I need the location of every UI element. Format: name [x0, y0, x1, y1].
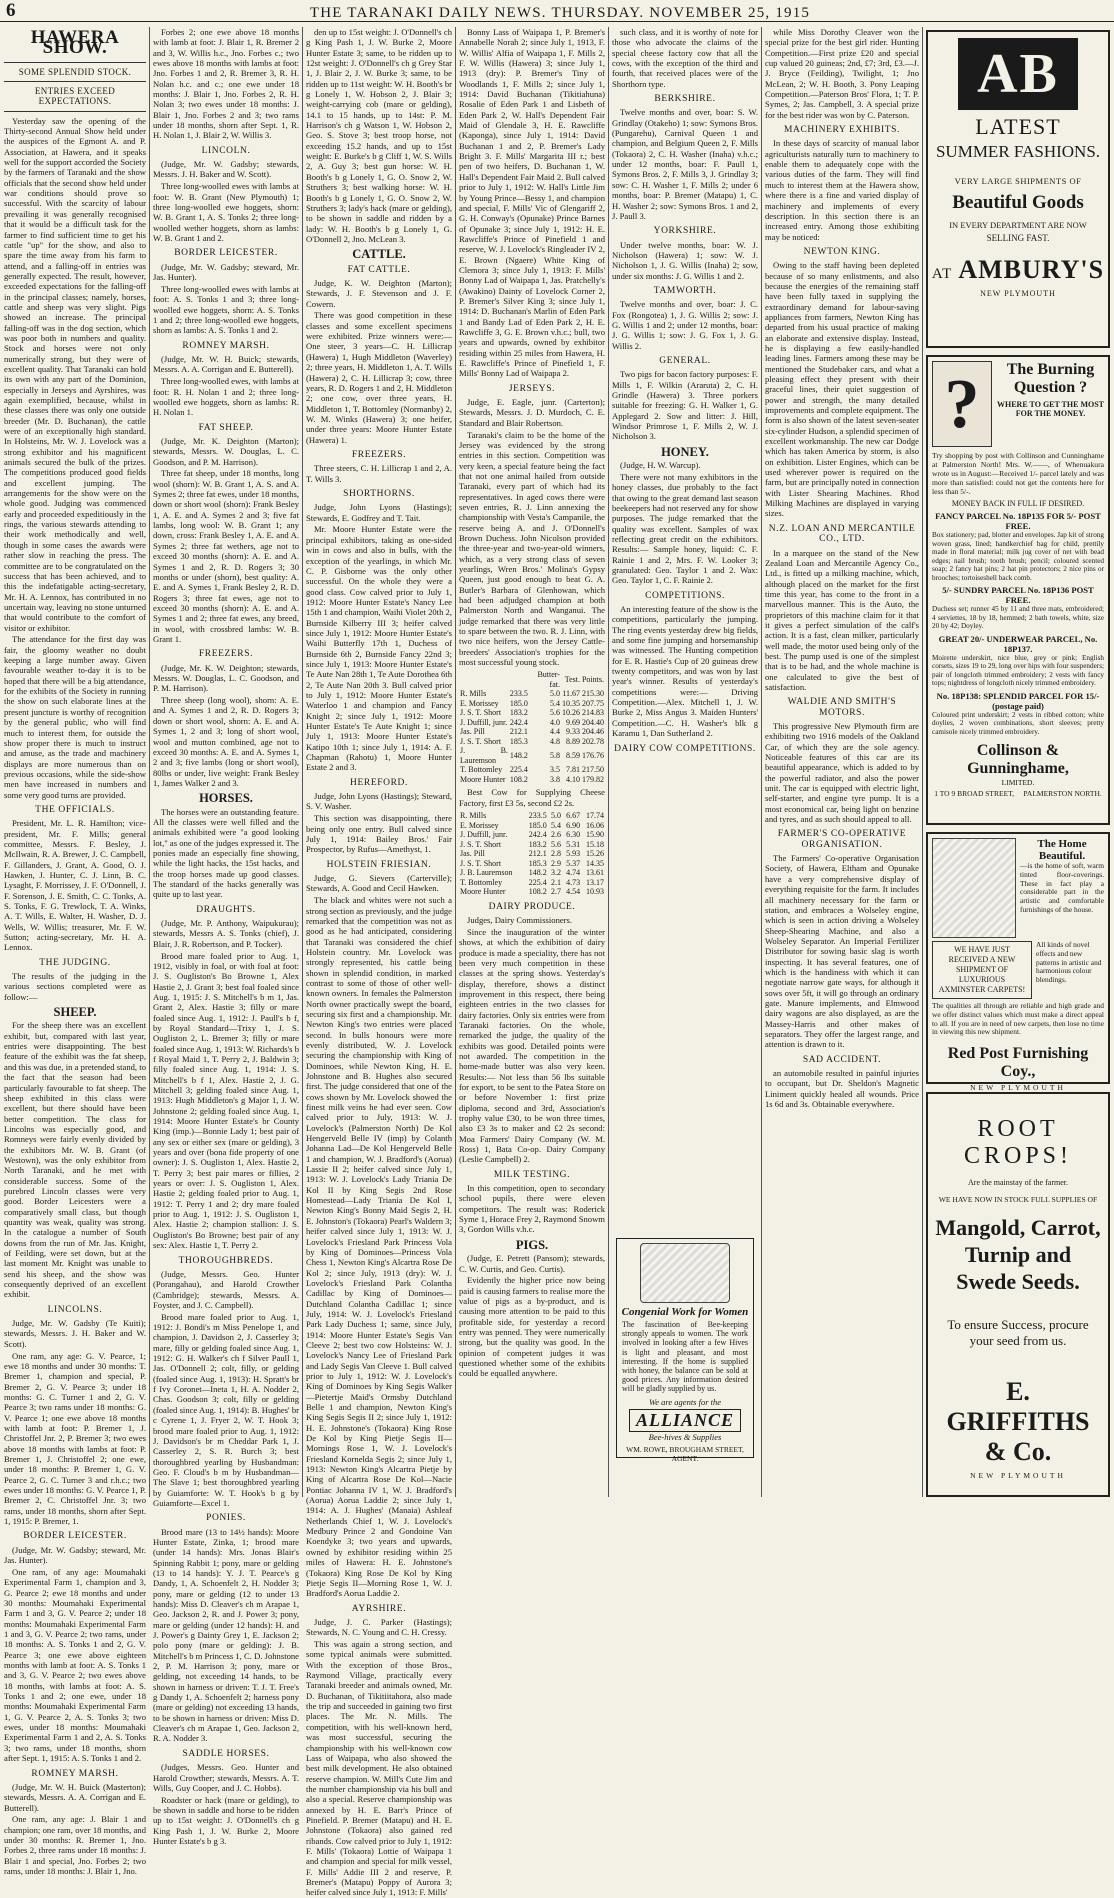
- parcel-text: Coloured print underskirt; 2 vests in ribbed cotton; white doylies, 2 woven combinations, short sleeves; pretty camisole nicely trimmed embroidery.: [932, 710, 1104, 736]
- judge-line: (Judge, H. W. Warcup).: [620, 460, 701, 471]
- table-cell: 11.67: [562, 689, 580, 699]
- table-cell: 3.8: [549, 774, 560, 784]
- paragraph: Three sheep (long wool), shorn: A. E. and A. Symes 1 and 2, R. D. Rogers 3; down or short wool, shorn: A. E. and A. Symes 1, 2 and 3; long of short wool, wool and mutton combined, age not to exceed 30 months: A. E. and A. Symes 1, 2 and 3; five lambs (long or short wool), 80lbs or under, live weight: Frank Besley 1, James Walker 2 and 3.: [153, 695, 299, 788]
- ad-body: The fascination of Bee-keeping strongly appeals to women. The work involved in looking after a few Hives is light and pleasant, and most interesting. If the home is supplied with honey, the balance can be sold at good prices. Any information desired will be gladly supplied by us.: [622, 1320, 748, 1394]
- paragraph: Twelve months and over, boar: J. C. Fox (Rongotea) 1, J. G. Willis 2; sow: J. G. Willis 1 and 2; under 12 months, boar: J. G. Willis 1; sow: J. G. Fox 1, J. G. Willis 2.: [612, 299, 758, 351]
- paragraph: Taranaki's claim to be the home of the Jersey was evidenced by the strong entries in this section. Competition was very keen, a special feature being the fact that not one animal hailed from outside Taranaki, every part of which had its representatives. In aged cows there were seven entries, R. J. Linn annexing the championship with Vesta's Campanile, the reserve being A. and J. O'Donnell's Brown Duchess. John Nicolson provided the three-year and two-year-old winners, which, as a very strong class of seven yearlings, Wren Bros.' Molina's Gypsy Queen, just good enough to beat G. A. Butler's Barbara of Glenhowan, which had been adjudged champion at both Palmerston North and Wanganui. The judge remarked that there was very little to spare between the two. R. J. Linn, with two nice heifers, won the Jersey Cattle-breeders' Association's trophies for the most successful young stock.: [459, 429, 605, 668]
- table-cell: 207.75: [582, 698, 604, 708]
- ad-line: WE HAVE NOW IN STOCK FULL SUPPLIES OF: [938, 1195, 1098, 1204]
- section-heading: HONEY.: [661, 444, 709, 459]
- paragraph: There were not many exhibitors in the honey classes, due probably to the fact that owing to the great demand last season beekeepers had not reserved any for show purposes. The judge remarked that the quality was excellent. Samples of wax reflecting great credit on the exhibitors. Results:— Sample honey, liquid: C. F. Rainie 1 and 2, Mrs. F. W. Looker 3; granulated: Geo. Taylor 1 and 2. Wax: Geo. Taylor 1, C. F. Rainie 2.: [612, 471, 758, 586]
- red-post-brand: Red Post Furnishing Coy.,: [947, 1045, 1089, 1081]
- table-row: [459, 699, 605, 709]
- ad-agent: WM. ROWE, BROUGHAM STREET, AGENT.: [626, 1444, 744, 1463]
- ad-place: NEW PLYMOUTH: [970, 1083, 1066, 1093]
- paragraph: In these days of scarcity of manual labor agriculturists naturally turn to machinery to enable them to adequately cope with the various duties of the farm. They will find much to interest them at the Hawera show, where there is a fine and varied display of machinery and implements of every description. In this section there is an increased entry. Among those exhibiting may be noticed:: [765, 138, 919, 242]
- section-heading: HORSES.: [199, 791, 253, 806]
- table-header-cell: [459, 670, 509, 689]
- paragraph: such class, and it is worthy of note for those who advocate the claims of the special cheese factory cow that all the cows, with the exception of the third and fourth, that received places were of the Shorthorn type.: [612, 27, 758, 89]
- judge-line: (Judge, Mr. P. Anthony, Waipukurau); stewards, Messrs A. S. Tonks (chief), J. Blair, J. R. Robertson, and P. Tocker).: [153, 918, 299, 949]
- results-table: [459, 811, 605, 897]
- table-cell: 3.2: [551, 868, 562, 878]
- paragraph: Since the inauguration of the winter shows, at which the exhibition of dairy produce is made a speciality, there has not been very much competition in these classes at the spring shows. Yesterday's display, therefore, shows a distinct improvement in this respect, there being eighteen entries in the two classes for dairy factories. Only six entries were from Taranaki factories. On the whole, remarked the judge, the quality of the exhibits was good. Detailed points were not awarded. The competition in the home-made butter was also very keen. Results:— Not less than 56 lbs suitable for export, to be sent to the Patea Store on or before November 1: first prize diploma, second and 3rd, Association's trophy value £30, to be won three times, also £3 3s to maker and £2 2s second: Moa Farmers' Dairy Company (W. M. Ross) 1, Bata Co-op. Dairy Company (Leslie Campbell) 2.: [459, 926, 605, 1165]
- table-cell: 233.5: [509, 689, 528, 699]
- table-row: [459, 737, 605, 747]
- ad-body: —is the home of soft, warm tinted floor-coverings. These in fact play a considerable part in the artistic and comfortable furnishings of the house.: [1020, 861, 1104, 914]
- article-column-2: [153, 27, 299, 1847]
- column-rule: [608, 27, 609, 1497]
- table-row: [459, 887, 605, 897]
- section-heading: LINCOLNS.: [47, 1304, 103, 1315]
- ad-line: We are agents for the: [648, 1396, 722, 1407]
- ad-body: Try shopping by post with Collinson and Cunninghame at Palmerston North! Mrs. W.——, of Whenuakura wrote us in August:—Received 1/- parcel lately and was more than satisfied: could not get the contents here for less than 5/-.: [932, 451, 1104, 496]
- paragraph: Brood mare (13 to 14½ hands): Moore Hunter Estate, Zinka, 1; brood mare (under 14 hands): Mrs. Jonas Blair's Spinning Rabbit 1; pony, mare or gelding (13 to 14 hands): Y. J. T. Pearce's g Dandy, 1, A. Schoenfelt 2, H. Nodder 3; pony, mare or gelding (12 to under 13 hands): Miss D. Cleaver's ch m Arapae 1, Geo. Jackson 2, R. and J. Power 3; pony, mare or gelding (under 12 hands): H. and J. Power's g Dainty Grey 1, E. Jackson 2; polo pony (mare or gelding): J. B. Mitchell's b m Princess 1, C. D. Johnstone 2, P. M. Harrison 3; pony, mare or gelding, not exceeding 14 hands, to be shown in harness or driven: T. J. T. Free's g Dandy 1, A. Schoenfelt 2; harness pony (mare or gelding) not exceeding 13 hands, to be shown in harness or driven: Miss D. Cleaver's ch m Arapae 1, Geo. Jackson 2, R. A. Nodder 3.: [153, 1526, 299, 1744]
- table-cell: J. S. T. Short: [460, 736, 502, 746]
- griffiths-advertisement: [926, 1092, 1110, 1497]
- table-cell: 13.17: [586, 877, 604, 887]
- section-heading: MACHINERY EXHIBITS.: [783, 125, 901, 136]
- paragraph: Yesterday saw the opening of the Thirty-second Annual Show held under the auspices of the Egmont A. and P. Association, at Hawera, and it speaks well for the support accorded the Society by the farmers of Taranaki and the show officials that the second show held under war conditions should prove so successful. With the scarcity of labour prevailing it was generally recognised that it would be a difficult task for the farmer to find sufficient time to get his cattle "up" for the show, and also to spare the time away from his farm to attend, and a falling-off in entries was generally expected. The result, however, exceeded expectations for the falling-off in the principal classes; namely, horses, cattle and sheep was very slight. Pigs showed an increase. The principal falling-off was in the dog section, which was poor both in numbers and quality. Stock and horses were not only numerically strong, but they were of excellent quality. That Taranaki can hold its own with any part of the Dominion, especially in Jerseys and Ayrshires, was again exemplified, because, whilst in these classes there was only one outside breeder (Mr. D. Buchanan), the cattle were of an exceptionally high standard. In Holsteins, Mr. W. J. Lovelock was a strong exhibitor and his magnificent animals secured the bulk of the prizes. The competitions produced good fields and excellent jumping. The arrangements for the show were on the whole good. Judging was commenced early and proceeded expeditiously in the rings, the various stewards attending to their work methodically and well, though in some cases the awards were rather slow in reaching the press. The committee are to be congratulated on the success that has been achieved, and to this the indefatigable acting-secretary, Mr. H. A. Lennox, has contributed in no uncertain way, leaving no stone unturned that would contribute to the comfort of visitor or exhibitor.: [4, 115, 146, 633]
- griffiths-brand: E. GRIFFITHS & Co.: [946, 1377, 1090, 1466]
- table-cell: J. S. T. Short: [460, 708, 502, 718]
- section-heading: YORKSHIRE.: [653, 226, 717, 237]
- judge-line: (Judge, Mr. W. Gadsby; stewards, Messrs. J. H. Baker and W. Scott).: [153, 159, 299, 180]
- paragraph: One ram, of any age: Moumahaki Experimental Farm 1, champion and 3, G. Pearce 2; ewe 18 months and under 30 months: Moumahaki Experimental Farm 1 and 3, G. V. Pearce 2; under 18 months: Moumahaki Experimental Farm 1 and 3, G. V. Pearce 2; two rams, under 18 months: A. S. Tonks 1 and 2, G. V. Pearce 3; one ewe above eighteen months with lamb at foot: A. S. Tonks 1 and 3, G. V. Pearce 2; two ewes above 18 months, with lambs at foot: A. S. Tonks 1 and 2; one ewe, under 18 months: Moumahaki Experimental Farm 1, G. V. Pearce 2, A. S. Tonks 3; two ewes, under 18 months: Moumahaki Experimental Farm 1 and 2, A. S. Tonks 3; two rams, under 18 months, shorn after Sept. 1, 1915: A. S. Tonks 1 and 2.: [4, 1566, 146, 1764]
- table-cell: 5.37: [566, 858, 581, 868]
- column-rule: [149, 27, 150, 1497]
- ad-tagline: Bee-hives & Supplies: [648, 1431, 722, 1442]
- table-cell: R. Mills: [460, 811, 487, 821]
- section-heading: NEWTON KING.: [803, 246, 881, 257]
- ab-logo: AB: [958, 38, 1078, 110]
- article-column-6: [765, 27, 919, 1497]
- section-heading: THOROUGHBREDS.: [178, 1255, 274, 1266]
- paragraph: There was good competition in these classes and some excellent specimens were exhibited. Prize winners were:— One steer, 3 years—C. H. Lillicrap (Hawera) 1, Hugh Middleton (Waverley) 2; three years, H. Middleton 1, A. T. Wills (Hawera) 2, C. H. Lillicrap 3; cow, three years, R. D. Rogers 1 and 2, H. Middleton 2; one cow, over three years, H. Middleton 1, T. Bottomley (Normanby) 2, W. M. Winks (Hawera) 3; one heifer, under three years: Moore Hunter Estate (Hawera) 1.: [306, 310, 452, 445]
- table-cell: 212.1: [528, 849, 547, 859]
- article-column-1: [4, 27, 146, 1877]
- table-cell: 7.81: [565, 765, 580, 775]
- table-cell: 5.8: [549, 751, 560, 761]
- table-cell: 9.69: [565, 717, 580, 727]
- table-cell: 2.1: [551, 877, 562, 887]
- section-heading: GENERAL.: [659, 355, 711, 366]
- subheadline: SOME SPLENDID STOCK.: [18, 66, 132, 77]
- table-row: [459, 878, 605, 888]
- table-cell: 148.2: [509, 751, 528, 761]
- paragraph: Three long-woolled ewes with lambs at foot: W. B. Grant (New Plymouth) 1; three long-woolled ewe hoggets, shorn: W. B. Grant 1, A. S. Tonks 2; three long-woolled wether hoggets, shorn as lambs: W. B. Grant 1 and 2.: [153, 181, 299, 244]
- table-cell: 4.73: [566, 877, 581, 887]
- table-cell: 6.30: [566, 830, 581, 840]
- table-cell: 10.93: [586, 887, 604, 897]
- table-cell: 16.06: [586, 820, 604, 830]
- ad-title: ROOT CROPS!: [963, 1116, 1073, 1169]
- section-heading: DAIRY PRODUCE.: [488, 901, 576, 912]
- table-cell: 5.0: [549, 689, 560, 699]
- ad-line: AT: [931, 266, 953, 282]
- table-cell: 4.54: [566, 887, 581, 897]
- table-row: [459, 849, 605, 859]
- ad-line: SUMMER FASHIONS.: [935, 142, 1101, 161]
- table-cell: T. Bottomley: [460, 877, 503, 887]
- table-cell: 17.74: [586, 811, 604, 821]
- section-heading: N.Z. LOAN AND MERCANTILE CO., LTD.: [768, 523, 916, 545]
- ad-line: LIMITED.: [1001, 778, 1035, 787]
- judge-line: (Judge, E. Petrett (Pansom); stewards, C. W. Curtis, and Geo. Curtis).: [459, 1253, 605, 1274]
- ad-title: Congenial Work for Women: [621, 1306, 749, 1318]
- table-row: [459, 830, 605, 840]
- table-cell: 185.0: [509, 698, 528, 708]
- table-row: [459, 840, 605, 850]
- table-cell: 2.7: [551, 887, 562, 897]
- table-cell: 225.4: [528, 877, 547, 887]
- paragraph: an automobile resulted in painful injuries to occupant, but Dr. Sheldon's Magnetic Liniment quickly healed all wounds. Price 1s 6d and 3s. Obtainable everywhere.: [765, 1068, 919, 1110]
- headline: HAWERA SHOW.: [30, 27, 120, 59]
- table-cell: 10.35: [561, 698, 580, 708]
- paragraph: The horses were an outstanding feature. All the classes were well filled and the animals exhibited were "a good looking lot," as one of the judges expressed it. The ponies made an especially fine showing, while the light hacks, the 15st hacks, and the troop horses made up good classes. The standard of the hacks generally was quite up to last year.: [153, 806, 299, 900]
- paragraph: The attendance for the first day was fair, the gloomy weather no doubt keeping a large number away. Given favourable weather to-day it is to be hoped that there will be a big attendance, for the exhibits of the Society in running the show on such elaborate lines at the present juncture is worthy of recognition by the general public, who will find much to interest them, for outside the show proper there is much to instruct and amuse, as the trade and machinery displays are more numerous than on previous occasions, while the side-show men have increased in numbers and some very good turns are provided.: [4, 634, 146, 800]
- judge-line: Judge, John Lyons (Hastings); Stewards, E. Godfrey and T. Tait.: [306, 502, 452, 523]
- section-heading: ROMNEY MARSH.: [182, 340, 270, 351]
- paragraph: Brood mare foaled prior to Aug. 1, 1912: J. Bondi's m Miss Penelope 1, and champion, J. Davidson 2, J. Casserley 3; mare, filly or gelding foaled since Aug. 1, 1912: G. H. Walker's ch f Silver Paull 1, Jas. O'Donnell 2; colt, filly, or gelding (foaled since Aug. 1, 1913): H. Spratt's br f Ivy Coronet—Ineta 1, H. A. Nodder 2, Chas. Goodson 3; colt, filly or gelding (foaled since Aug. 1, 1914): B. Hughes' br c Cyrene 1, J. Fryer 2, W. T. Hook 3; brood mare foaled prior to Aug. 1, 1912: J. Davidson's br m Cheddar Park 1, J. Casserley 2, S. R. Burch 3; best thoroughbred yearling by Husbandman: Geo. F. Cloud's b m by Husbandman—The Slave 1; best thoroughbred yearling by Guiamforte: W. T. Hook's b g by Guiamforte—Excel 1.: [153, 1311, 299, 1508]
- amburys-brand: AMBURY'S: [958, 255, 1105, 284]
- judge-line: Judge, Mr. W. Gadsby (Te Kuiti); stewards, Messrs. J. H. Baker and W. Scott).: [4, 1318, 146, 1349]
- table-cell: 15.18: [586, 839, 604, 849]
- table-cell: 148.2: [528, 868, 547, 878]
- column-rule: [922, 27, 923, 1497]
- judge-line: (Judge, Mr. K. Deighton (Marton); stewards, Messrs. W. Douglas, L. C. Goodson, and P. M. Harrison).: [153, 435, 299, 467]
- table-row: [459, 689, 605, 699]
- section-heading: SAD ACCIDENT.: [802, 1054, 882, 1065]
- table-cell: 179.82: [582, 774, 604, 784]
- table-cell: 204.46: [582, 727, 604, 737]
- table-cell: 2.9: [551, 858, 562, 868]
- ad-box: WE HAVE JUST RECEIVED A NEW SHIPMENT OF LUXURIOUS AXMINSTER CARPETS!: [932, 941, 1032, 999]
- parcel-heading: GREAT 20/- UNDERWEAR PARCEL, No. 18P137.: [938, 633, 1098, 654]
- section-heading: THE OFFICIALS.: [35, 804, 115, 815]
- ad-line: MONEY BACK IN FULL IF DESIRED.: [951, 499, 1085, 508]
- ad-line: Are the mainstay of the farmer.: [968, 1178, 1068, 1187]
- paragraph: One ram, any age: G. V. Pearce, 1; ewe 18 months and under 30 months: T. Bremer 1, champion and special, P. Bremer 2, G. V. Pearce 3; under 18 months: G. C. Turner 1 and 2, G. V. Pearce 3; two rams under 18 months: G. V. Pearce 1; one ewe above 18 months with lamb at foot: P. Bremer 1, J. Christoffel Jnr. 2, P. Bremer 3; two ewes above 18 months with lambs at foot: P. Bremer 1, J. Christoffel 2; one ewe, under 18 months: P. Bremer 1, G. V. Pearce 2, G. C. Turner 3 and r.h.c.; two ewes under 18 months: G. V. Pearce 1, P. Bremer 2, C. Christoffel Jnr. 3; two rams, under 18 months, shorn after Sept. 1, 1915: P. Bremer, 1.: [4, 1350, 146, 1527]
- table-cell: Moore Hunter: [460, 774, 506, 784]
- woman-portrait-icon: [640, 1243, 730, 1303]
- table-cell: 2.6: [551, 830, 562, 840]
- table-cell: 3.5: [549, 765, 560, 775]
- ad-body: The qualities all through are reliable and high grade and we offer distinct values which must make a direct appeal to all. If you are in need of new carpets, then lose no time in viewing this new shipment.: [932, 1001, 1104, 1037]
- table-row: [459, 708, 605, 718]
- paragraph: President, Mr. L. R. Hamilton; vice-president, Mr. F. Mills; general committee, Messrs. F. Besley, J. McIlwain, R. A. Brewer, J. C. Campbell, F. Gillanders, J. Grant, A. Good, O. J. Hawken, J. Hunter, C. J. Linn, B. C. Lysaght, F. Morrissey, J. F. O'Donnell, J. F. Sorenson, J. E. Smith, C. C. Tonks, A. S. Tonks, F. G. Trewlock, T. A. Winks, A. T. Wills, E. Walter, H. Washer, D. J. Wells, W. Willis; treasurer, Mr. F. W. Sutton; acting-secretary, Mr. H. A. Lennox.: [4, 818, 146, 953]
- ad-line: SELLING FAST.: [986, 233, 1050, 243]
- table-cell: 176.76: [582, 751, 604, 761]
- section-heading: FREEZERS.: [351, 449, 407, 460]
- table-row: [459, 859, 605, 869]
- table-cell: 13.61: [586, 868, 604, 878]
- table-cell: 183.2: [528, 839, 547, 849]
- table-cell: 6.67: [566, 811, 581, 821]
- judge-line: Judge, J. C. Parker (Hastings); Stewards, N. C. Young and C. H. Cressy.: [306, 1616, 452, 1638]
- table-cell: 5.4: [549, 698, 560, 708]
- parcel-text: Box stationery; pad, blotter and envelopes. Jap kit of strong woven grass, lined; handkerchief bag for child, prettily made in floral material; milk jug cover of net with bead edges; nail brush; tooth brush; pencil; coloured scented soap; 2 fancy hat pins; 2 hat pin protectors; 2 nice pins or brooches; tortoiseshell back comb.: [932, 531, 1104, 582]
- paragraph: Three fat sheep, under 18 months, long wool (shorn): W. B. Grant 1, A. S. and A. Symes 2; three fat ewes, under 18 months, down or short wool (shorn): Frank Besley 1, A. E. and A. Symes 2 and 3; five fat lambs, long wool: W. B. Grant 1; any down, cross: Frank Besley 1, A. E. and A. Symes 2; three fat wethers, age not to exceed 30 months (shorn): A. E. and A. Symes 1 and 2, R. D. Rogers 3; 30 months or under (shorn), best quality: A. E. and A. Symes 1, Frank Besley 2, R. D. Rogers 3; three fat ewes, age not to exceed 30 months (shorn): A. E. and A. Symes 1 and 2; three fat ewes, any breed, in wool, with crossbred lambs: W. B. Grant 1.: [153, 468, 299, 644]
- section-heading: TAMWORTH.: [653, 285, 717, 296]
- section-heading: DAIRY COW COMPETITIONS.: [614, 743, 756, 754]
- table-cell: T. Bottomley: [460, 765, 503, 775]
- table-cell: 9.33: [565, 727, 580, 737]
- table-cell: 8.59: [565, 751, 580, 761]
- section-heading: ROMNEY MARSH.: [31, 1768, 119, 1779]
- article-column-4: [459, 27, 605, 1497]
- paragraph: Three steers, C. H. Lillicrap 1 and 2, A. T. Wills 3.: [306, 463, 452, 484]
- table-header-cell: [509, 670, 529, 689]
- paragraph: Three long-woolled ewes with lambs at foot: A. S. Tonks 1 and 3; three long-woolled ewe hoggets, shorn: A. S. Tonks 1 and 2; three long-woolled ewe hoggets, shorn as lambs: A. S. Tonks 1 and 2.: [153, 283, 299, 336]
- question-mark-icon: ?: [932, 361, 992, 447]
- paragraph: The Farmers' Co-operative Organisation Society, of Hawera, Eltham and Opunake have a very comprehensive display of everything requisite for the farm. It includes all machinery necessary for the farm or station, and embraces a Wolseley engine, which is seen in action driving a Wolseley Sheep-Shearing Machine, and also a Wolseley Separator. An Imperial Fertilizer Distributor for sowing basic slag is worth inspecting. It has several features, one of which is the handiness with which it can negotiate narrow gate ways, for although it sows over 5ft, it will go through an ordinary gate. Manure implements, and Elmwood dairy wagons are also displayed, as are the Massey-Harris and other makes of separators. They offer the largest range, and attention is drawn to it.: [765, 853, 919, 1050]
- table-row: [459, 868, 605, 878]
- subheadline: ENTRIES EXCEED EXPECTATIONS.: [34, 86, 116, 107]
- ad-line: To ensure Success, procure your seed from us.: [947, 1317, 1089, 1348]
- table-row: [459, 821, 605, 831]
- paragraph: In a marquee on the stand of the New Zealand Loan and Mercantile Agency Co., Ltd., is fitted up a milking machine, which, although placed on the market for the first time this year, has come to the front in a marvellous manner. This is the Auto, the proprietors of this machine claim for it that it gives a perfect simulation of the calf's action. It is a fast, clean milker, particularly well made, the motor used being only of the best. The pump used is one of the simplest that is to be had, and the whole machine is one calculated to give the best of satisfaction.: [765, 547, 919, 692]
- paragraph: The black and whites were not such a strong section as previously, and the judge remarked that the competition was not as good as he had anticipated, considering that Taranaki was considered the chief Holstein country. Mr. Lovelock was strongly represented, his cattle being shown in splendid condition, in marked contrast to some of those of other well-known owners. In females the Palmerston North owner practically swept the board, securing six first and a championship. Mr. Newton King's two entries were placed second. In bulls honours were more evenly distributed, W. J. Lovelock securing the championship with King of Dominoes, while Newton King, H. E. Johnstone and B. Hughes also secured first. The judge considered that one of the cows shown by Mr. Lovelock showed the finest milk veins he had ever seen. Cow calved prior to July, 1913: W. J. Lovelock's (Palmerston North) De Kol Hengerveld Belle IV (imp) by Colanth Johanna Lad—De Kol Hengerveld Belle 1 and champion, W. J. Bradford's (Aorua) Lassie II 2; heifer calved since July 1, 1913: W. J. Lovelock's Lady Triania De Kol II by King Segis 2nd Rose Homestead—Lady Triania De Kol I, Newton King's Bonny Maid Segis 2, H. E. Johnston's (Tokaora) Pearl's Waldern 3; heifer calved since July 1, 1913: W. J. Lovelock's Friesland Park Princess Vola by King of Dominoes—Princess Vola Chess 1, Newton King's Alcartra Rose De Kol 2; since July, 1913 (dry): W. J. Lovelock's Friesland Park Colantha Cadillac by King of Dominoes—Dutchland Colantha Cadillac 1; since July, 1914: W. J. Lovelock's Friesland Park Lady Duchess 1; same, since July, 1914: Moore Hunter Estate's Segis Van Cleeve 2; best two cow Holsteins: W. J. Lovelock's Nancy Lee of Friesland Park and Lady Segis Van Cleeve 1. Bull calved prior to July 1, 1912: W. J. Lovelock's King of Dominoes by King Segis Walker—Pietertje Maid's Ormsby Dutchland Belle 1 and champion, Newton King's King Segis Segis II 2; since July 1, 1912: H. E. Johnstone's (Tokaora) King Rose De Kol by King Pietje Segis II—Mornings Rose 1, W. J. Lovelock's Friesland Kornelda Segis 2; since July 1, 1913: Newton King's Alcartra Pietje by King of Alcartra Rose De Kol—Nacie Pontiac Johanna IV 1, W. J. Bradford's (Aorua) Aorua Laddie 2; since July 1, 1914: A. J. Hughes' (Manaia) Ashleaf Netherlands Chief 1, W. J. Lovelock's Medbury Prince 2 and Gondoine Van Koendyke 3; two years and upwards, owned by exhibitor residing within 25 miles of Hawera: H. E. Johnstone's (Tokaora) King Rose De Kol by King Pietje Segis II—Morning Rose 1, W. J. Bradford's Aorua Laddie 2.: [306, 895, 452, 1599]
- section-heading: PONIES.: [206, 1513, 246, 1524]
- judge-line: Judges, Dairy Commissioners.: [467, 915, 573, 925]
- judge-line: Judge, E. Eagle, junr. (Carterton); Stewards, Messrs. J. D. Murdoch, C. E. Standard and Blair Robertson.: [459, 397, 605, 428]
- table-cell: 185.3: [509, 736, 528, 746]
- paragraph: Best Cow for Supplying Cheese Factory, first £3 5s, second £2 2s.: [459, 787, 605, 808]
- table-cell: 2.8: [551, 849, 562, 859]
- table-row: [459, 718, 605, 728]
- judge-line: (Judge, Messrs. Geo. Hunter (Porangahau), and Harold Crowther (Cambridge); stewards, Messrs. A. Foyster, and J. C. Campbell).: [153, 1268, 299, 1310]
- table-cell: J. Duffill, junr.: [460, 717, 508, 727]
- ad-title: The Burning Question ?: [1006, 361, 1095, 396]
- ad-place: NEW PLYMOUTH: [980, 289, 1056, 298]
- section-heading: FAT SHEEP.: [198, 422, 254, 433]
- table-cell: J. Duffill, junr.: [460, 830, 508, 840]
- table-row: [459, 727, 605, 737]
- table-cell: Moore Hunter: [460, 887, 506, 897]
- paragraph: Mr. Moore Hunter Estate were the principal exhibitors, taking as one-sided win in cows and also in bulls, with the exception of the yearlings, in which Mr. C. P. Gisborne was the only other successful. On the whole they were a good class. Cow calved prior to July 1, 1912: Moore Hunter Estate's Nancy Lee 15th 1 and champion, Waihi Violet 20th 2, Burnside Kilberry III 3; heifer calved since July 1, 1912: Moore Hunter Estate's Waihi Butterfly 17th 1, Duchess of Burnside 6th 2, Burnside Fancy 22nd 3; since July 1, 1913: Moore Hunter Estate's Te Aute Nan 28th 1, Te Aute Dorothea 6th 2, Te Aute Nan 20th 3. Bull calved prior to July 1, 1912: Moore Hunter Estate's Waterloo 1 and champion and Fancy Knight 2; since July 1, 1912: Moore Hunter Estate's Te Aute Knight 1; since July 1, 1913: Moore Hunter Estate's Katipo 10th 1; since July 1, 1914: A. F. Chapman (Rahotu) 1, Moore Hunter Estate 2 and 3.: [306, 524, 452, 773]
- table-cell: 5.6: [549, 708, 560, 718]
- section-heading: HOLSTEIN FRIESIAN.: [326, 859, 432, 870]
- paragraph: In this competition, open to secondary school pupils, there were eleven competitors. The result was: Roderick Syme 1, Horace Frey 2, Raymond Snowm 3, Gordon Wills v.h.c.: [459, 1183, 605, 1235]
- table-row: [459, 811, 605, 821]
- paragraph: Bonny Lass of Waipapa 1, P. Bremer's Annabelle Norah 2; since July 1, 1913, F. W. Willis' Alfia of Waipapa 1, F. Mills 2, F. W. Willis (Hawera) 3; since July 1, 1913 (dry): P. Bremer's Tiny of Woodlands 1, F. Mills 2; since July 1, 1914: David Buchanan (Tikitiahuna) Rosalie of Eden Park 1 and Lisbeth of Eden Park 2, W. Hall's Dependent Fair Maid of Glendale 3, H. E. Rawcliffe (Kaponga), since July 1, 1914: David Buchanan 1 and 2, P. Bremer's Lady Bright 3. F. Mills' Margarita III r.; best pen of two heifers, D. Buchanan 1, W. Hall's Dependent Fair Maid 2. Bull calved prior to July 1, 1912: W. Hall's Little Jim by Young Prince—Bessy 1, and champion and special, F. Mills' Vic of Glengariff 2, G. H. Conway's (Opunake) Prince Barnes of Opunake 3; since July 1, 1912: H. E. Rawcliffe's Prince of Pinefield 1 and reserve, W. J. Lovelock's Ringleader IV 2, E. Brown (Ngaere) White King of Clemora 3; since July 1, 1913: F. Mills' Bonny Lad of Waipapa 1, Jas. Pratchelly's (Awakino) Dainty of Lovelock Corner 2, P. Bremer's Silver King 3; since July 1, 1914: D. Buchanan's Marlin of Eden Park 1 and Bandy Lad of Eden Park 2, H. E. Rawcliffe 3, G. E. Brown v.h.c.; bull, two years and upwards, owned by exhibitor residing within 25 miles from Hawera, H. E. Rawcliffe's Prince of Pinefield 1, F. Mills' Bonny Lad of Waipapa 2.: [459, 27, 605, 379]
- judge-line: (Judge, Mr. W. H. Buick (Masterton); stewards, Messrs. A. A. Corrigan and E. Butterell).: [4, 1781, 146, 1813]
- section-heading: HEREFORD.: [350, 777, 408, 788]
- table-cell: 4.8: [549, 736, 560, 746]
- section-heading: CATTLE.: [352, 247, 406, 262]
- alliance-brand: ALLIANCE: [629, 1409, 741, 1432]
- ad-line: VERY LARGE SHIPMENTS OF: [954, 176, 1082, 186]
- paragraph: Under twelve months, boar: W. J. Nicholson (Hawera) 1; sow: W. J. Nicholson 1, J. G. Willis (Inaha) 2; sow, under six months: J. G. Willis 1 and 2.: [612, 239, 758, 281]
- judge-line: Judge, John Lyons (Hastings); Steward, S. V. Washer.: [306, 791, 452, 812]
- section-heading: MILK TESTING.: [493, 1169, 571, 1180]
- paragraph: Three long-woolled ewes, with lambs at foot: R. H. Nolan 1 and 2; three long-woolled ewe hoggets, shorn as lambs: R. H. Nolan 1.: [153, 376, 299, 418]
- table-cell: 225.4: [509, 765, 528, 775]
- section-heading: FREEZERS.: [198, 649, 254, 660]
- ad-line: LATEST: [975, 114, 1061, 139]
- table-cell: J. B. Lauremson: [460, 868, 513, 878]
- paragraph: Evidently the higher price now being paid is causing farmers to realise more the value of pigs as a by-product, and is causing more attention to be paid to this profitable side, for yesterday a record entry was penned. They were numerically strong, but the quality was good. In the opinion of competent judges it was questioned whether some of the exhibits could be equalled anywhere.: [459, 1275, 605, 1379]
- table-cell: 183.2: [509, 708, 528, 718]
- judge-line: Judge, K. W. Deighton (Marton); Stewards, J. F. Stevenson and J. F. Cowern.: [306, 277, 452, 309]
- table-row: [459, 765, 605, 775]
- table-cell: 108.2: [509, 774, 528, 784]
- masthead: THE TARANAKI DAILY NEWS. THURSDAY. NOVEMBER 25, 1915: [309, 5, 811, 21]
- table-header-cell: Test.: [564, 675, 580, 685]
- paragraph: Two pigs for bacon factory purposes: F. Mills 1, F. Wilkin (Araruta) 2, C. H. Grindle (Hawera) 3. Three porkers suitable for freezing: G. H. Walker 1, G. Applegard 2. Sow and litter: J. Hill, Windsor Primrose 1, F. Mills 2, W. J. Nicholson 3.: [612, 369, 758, 442]
- table-cell: 4.4: [549, 727, 560, 737]
- ad-sub: WHERE TO GET THE MOST FOR THE MONEY.: [997, 400, 1104, 418]
- table-cell: 10.26: [561, 708, 580, 718]
- page-number: 6: [6, 0, 16, 21]
- collinson-brand: Collinson & Gunninghame,: [967, 742, 1069, 777]
- table-cell: 15.90: [586, 830, 604, 840]
- table-cell: E. Morissey: [460, 820, 499, 830]
- furnished-room-illustration-icon: [932, 838, 1016, 938]
- section-heading: SADDLE HORSES.: [182, 1748, 270, 1759]
- paragraph: Twelve months and over, boar: S. W. Grindlay (Otakeho) 1; sow: Symons Bros. (Pungarehu), Carnival Queen 1 and champion, and Belgium Queen 2, F. Mills (Tokaora) 2, C. H. Washer (Inaha) v.h.c.; under 12 months, boar: F. Paull 1, Symons Bros. 2, F. Mills 3, J. Grindlay 3; sow: C. H. Washer 1, F. Mills 2; under 6 months, boar: P. Bremer (Matapu) 1, C. H. Washer 2; sow: Symons Bros. 1 and 2, J. Paull 3.: [612, 107, 758, 221]
- paragraph: Brood mare foaled prior to Aug. 1, 1912, visibly in foal, or with foal at foot: J. S. Ougliston's Bo Browne 1, Alex Hastie 2, J. Grant 3; best foal foaled since Aug. 1, 1915: J. S. Mitchell's b m 1, Jas. Grant 2, Alex. Hastie 3; filly or mare foaled since Aug. 1, 1912: J. Paull's b f, by Royal Standard—Trixy 1, J. S. Ougliston 2, L. Bremer 3; filly or mare foaled since Aug. 1, 1913: W. Richards's b f Royal Maid 1, T. Perry 2, J. Baldwin 3; filly foaled since Aug. 1, 1914: J. S. Mitchell's b f 1, Alex. Hastie 2, J. G. Mitchell 3; gelding foaled since Aug. 1, 1913: Hugh Middleton's g Major 1, J. W. Johnstone 2; gelding foaled since Aug. 1, 1914: Moore Hunter Estate's br County King (imp.)—Bonnie Lady 1; best pair of any sex or either sex (mare or gelding), 3 years and over (bona fide property of one owner): J. S. Ougliston 1, Alex. Hastie 2, T. Perry 3; best pair mares or fillies, 2 years or over: J. S. Ougliston 1, Alex. Hastie 2; gelding foaled prior to Aug. 1, 1912: T. Perry 1 and 2; dry mare foaled prior to Aug. 1, 1912: J. S. Ougliston 1, Alex. Hastie 2; champion stallion: J. S. Ougliston's Bo Browne; best pair of any sex: Alex. Hastie 1, T. Perry 2.: [153, 950, 299, 1251]
- table-cell: 242.4: [528, 830, 547, 840]
- table-cell: 5.0: [551, 811, 562, 821]
- table-cell: 4.74: [566, 868, 581, 878]
- paragraph: Forbes 2; one ewe above 18 months with lamb at foot: J. Blair 1, R. Bremer 2 and 3, W. Willis h.c., Jno. Forbes c.; two ewes above 18 months with lambs at foot: Jno. Forbes 1 and 2, R. Bremer 3, R. H. Nolan h.c. and c.; one ewe under 18 months: J. Blair 1, Jno. Forbes 2, R. H. Nolan 3; two ewes under 18 months: J. Blair 1, Jno. Forbes 2 and 3; two rams under 18 months, shorn after Sept. 1, R. H. Nolan 1, J. Blair 2, W. Willis 3.: [153, 27, 299, 141]
- section-heading: JERSEYS.: [508, 383, 556, 394]
- table-cell: 5.4: [551, 820, 562, 830]
- table-row: [459, 746, 605, 765]
- table-cell: 4.10: [565, 774, 580, 784]
- ad-line: Beautiful Goods: [952, 192, 1084, 213]
- column-rule: [302, 27, 303, 1497]
- paragraph: This section was disappointing, there being only one entry. Bull calved since July 1, 1914: Bailey Bros.' Fair Prospector, by Rufus—Amethyst, 1.: [306, 813, 452, 855]
- red-post-advertisement: [926, 832, 1110, 1093]
- table-cell: 242.4: [509, 717, 528, 727]
- table-header-cell: Butter-fat.: [537, 670, 560, 689]
- ad-body: All kinds of novel effects and new patterns in artistic and harmonious colour blendings.: [1036, 940, 1102, 985]
- judge-line: (Judge, Mr. W. H. Buick; stewards, Messrs. A. A. Corrigan and E. Butterell).: [153, 353, 299, 375]
- section-heading: DRAUGHTS.: [196, 904, 256, 915]
- table-cell: 204.40: [582, 717, 604, 727]
- judge-line: (Judges, Messrs. Geo. Hunter and Harold Crowther; stewards, Messrs. A. T. Wills, Guy Cooper, and J. C. Hobbs).: [153, 1762, 299, 1793]
- section-heading: FARMER'S CO-OPERATIVE ORGANISATION.: [777, 829, 907, 850]
- ad-address: 1 TO 9 BROAD STREET, PALMERSTON NORTH.: [934, 789, 1102, 798]
- table-cell: 214.83: [582, 708, 604, 718]
- table-cell: 14.35: [586, 858, 604, 868]
- paragraph: while Miss Dorothy Cleaver won the special prize for the best girl rider. Hunting Competition.—First prize £20 and special cup valued 20 guineas; 2nd, £7; 3rd, £3.—J. J. Bryce (Feilding), Twilight, 1; Jno McLean, 2; W. H. Booth, 3. Pony Leaping Competition.—Paterson Bros' Flora, 1; T. P. Symes, 2; Jas. Campbell, 3. A special prize for the best rider was won by C. Paterson.: [765, 27, 919, 120]
- table-cell: 5.6: [551, 839, 562, 849]
- table-cell: 217.50: [582, 765, 604, 775]
- table-cell: 215.30: [582, 689, 604, 699]
- table-cell: 4.0: [549, 717, 560, 727]
- section-heading: BORDER LEICESTER.: [23, 1531, 127, 1542]
- table-cell: 185.3: [528, 858, 547, 868]
- paragraph: This was again a strong section, and some typical animals were submitted. With the exception of those Bros., Raymond Village, practically every Taranaki breeder and animals owned, Mr. D. Buchanan, of Tikitiitahora, also made the trip and succeeded in gaining two first places. The Mr. N. Mills. The competition, with his well-known herd, was most successful, securing the championship with his well-known cow Lass of Waipapa, who also showed the best milk development. He also obtained reserve champion. W. Mill's Cute Jim and the number championship via his bull and also a special. Reserve championship was annexed by H. E. Barr's Prince of Pinefield. P. Bremer (Matapu) and H. E. Johnstone (Tokaora) also gained red ribands. Cow calved prior to July 1, 1912: F. Mills' (Tokaora) Lottie of Waipapa 1 and champion and special for milk vessel, F. Mills' Addie III 2 and reserve, P. Bremer's (Matapu) Poppy of Aurora 3; heifer calved since July 1, 1913: F. Mills': [306, 1639, 452, 1898]
- article-column-3: [306, 27, 452, 1898]
- paragraph: This progressive New Plymouth firm are exhibiting two 1916 models of the Oakland Car, of which they are the sole agency. Noticeable features of this car are its beautiful appearance, which is added to by the powerful radiator, and also the power unit. The car is equipped with electric light, self-starter, and engine tyre pump. It is a most economical car, being light on benzine and tyres, and as such should appeal to all.: [765, 721, 919, 825]
- paragraph: For the sheep there was an excellent exhibit, but, compared with last year, entries were disappointing. The best feature of the exhibit was the fat sheep, and this was due, in a pretended stand, to the fact that the season had been particularly favourable to fat sheep. The sheep exhibited in this class were excellent, but there should have been better competition. The class for Lincolns was especially good, and Romneys were fairly evenly divided by the exhibitors Mr. W. B. Grant (of Westown), was the only exhibitor from North Taranaki, and he met with considerable success. Some of the purebred Lincoln classes were very good. Border Leicesters were a comparatively small class, but though quantity was weak, quality was strong. In the catalogue a number of South downs from the run of Mr. Jas. Knight, of Feilding, were set down, but at the last moment Mr. Knight was unable to send his sheep, and the show was consequently deprived of an excellent exhibit.: [4, 1020, 146, 1300]
- paragraph: One ram, any age: J. Blair 1 and champion; one ram, over 18 months, and under 30 months: R. Bremer 1, Jno. Forbes 2, three rams under 18 months: J. Blair 1 and special, Jno. Forbes 2; two rams, under 18 months: J. Blair 1, Jno.: [4, 1814, 146, 1877]
- paragraph: An interesting feature of the show is the competitions, particularly the jumping. The ring events yesterday drew big fields, and some fine jumping and horsemanship was witnessed. The Hunting competition for E. R. Hastie's Cup of 20 guineas drew twenty competitors, and was won by last year's winner. Results of yesterday's competitions were:— Driving Competition.—Alex. Mitchell 1, J. W. Burke 2, Miss Angus 3. Maiden Hunters' Competition.—C. H. Washer's blk g Karamu 1, Dan Sutherland 2.: [612, 604, 758, 739]
- table-cell: 6.90: [566, 820, 581, 830]
- table-cell: 5.31: [566, 839, 581, 849]
- table-header-cell: Points.: [581, 675, 604, 685]
- table-header-row: [459, 670, 605, 689]
- table-cell: 202.78: [582, 736, 604, 746]
- table-cell: 233.5: [528, 811, 547, 821]
- ad-seeds: Mangold, Carrot, Turnip and Swede Seeds.: [935, 1215, 1101, 1294]
- parcel-heading: No. 18P138: SPLENDID PARCEL FOR 15/- (postage paid): [936, 690, 1100, 711]
- paragraph: The results of the judging in the various sections completed were as follow:—: [4, 971, 146, 1002]
- table-cell: Jas. Pill: [460, 727, 485, 737]
- section-heading: BERKSHIRE.: [654, 94, 716, 105]
- table-cell: 185.0: [528, 820, 547, 830]
- column-rule: [455, 27, 456, 1497]
- table-cell: 5.93: [566, 849, 581, 859]
- ad-place: NEW PLYMOUTH: [970, 1471, 1066, 1480]
- amburys-advertisement: [926, 30, 1110, 348]
- paragraph: den up to 15st weight: J. O'Donnell's ch g King Pash 1, J. W. Burke 2, Moore Hunter Estate 3; same, to be ridden up to 12st weight: J. O'Donnell's ch g Grey Star 1, J. Blair 2, J. W. Burke 3; same, to be ridden up to 11st weight: W. H. Booth's br g Lonely 1, W. Hobson 2, J. Blair 3; weight-carrying cob (mare or gelding), 14.1 to 15 hands, up to 14st: P. M. Harrison's ch g Watson 1, W. Hobson 2, Geo. S. Stove 3; best troop horse, not exceeding 15.2 hands, and up to 15st weight: E. Burke's b g Cliff 1, W. S. Wills 2, A. Guy 3; best gun horse: W. H. Booth's b g Lonely 1, G. O. Snow 2, W. Struthers 3; best walking horse: W. H. Booth's b g Lonely 1, G. O. Snow 2, W. Struthers 3; lady's hack (mare or gelding), to be shown in saddle and ridden by a lady: W. H. Booth's b g Lonely 1, G. O'Donnell 2, Jno. McLean 3.: [306, 27, 452, 244]
- table-cell: J. B. Lauremson: [460, 746, 508, 765]
- judge-line: (Judge, Mr. W. Gadsby; steward, Mr. Jas. Hunter).: [153, 261, 299, 283]
- section-heading: AYRSHIRE.: [351, 1603, 407, 1614]
- table-cell: E. Morissey: [460, 698, 499, 708]
- results-table: [459, 670, 605, 784]
- table-cell: R. Mills: [460, 689, 487, 699]
- section-heading: FAT CATTLE.: [347, 264, 411, 275]
- section-heading: PIGS.: [515, 1237, 549, 1252]
- page-header: [0, 0, 1114, 22]
- collinson-advertisement: [926, 355, 1110, 825]
- section-heading: LINCOLN.: [201, 145, 251, 156]
- table-cell: 212.1: [509, 727, 528, 737]
- judge-line: Judge, G. Sievers (Carterville); Stewards, A. Good and Cecil Hawken.: [306, 872, 452, 894]
- parcel-heading: 5/- SUNDRY PARCEL No. 18P136 POST FREE.: [942, 585, 1094, 605]
- section-heading: SHORTHORNS.: [343, 488, 415, 499]
- paragraph: Roadster or hack (mare or gelding), to be shown in saddle and horse to be ridden up to 15st weight: J. O'Donnell's ch g King Pash 1, J. W. Burke 2, Moore Hunter Estate's b g 3.: [153, 1794, 299, 1847]
- section-heading: THE JUDGING.: [39, 957, 111, 968]
- judge-line: (Judge, Mr. K. W. Deighton; stewards, Messrs. W. Douglas, L. C. Goodson, and P. M. Harrison).: [153, 662, 299, 694]
- table-cell: 108.2: [528, 887, 547, 897]
- ad-title: The Home Beautiful.: [1037, 838, 1087, 862]
- judge-line: (Judge, Mr. W. Gadsby; steward, Mr. Jas. Hunter).: [4, 1544, 146, 1566]
- table-cell: J. S. T. Short: [460, 839, 502, 849]
- section-heading: BORDER LEICESTER.: [174, 248, 278, 259]
- table-row: [459, 775, 605, 785]
- table-cell: Jas. Pill: [460, 849, 485, 859]
- section-heading: WALDIE AND SMITH'S MOTORS.: [787, 697, 897, 718]
- alliance-advertisement: [616, 1238, 754, 1463]
- parcel-text: Duchess set; runner 45 by 11 and three mats, embroidered; 4 serviettes, 18 by 18, hemmed; 2 bath towels, white, size 20 by 42; Doyley.: [932, 605, 1104, 630]
- parcel-heading: FANCY PARCEL No. 18P135 FOR 5/- POST FREE.: [935, 511, 1101, 531]
- table-cell: 15.26: [586, 849, 604, 859]
- table-cell: J. S. T. Short: [460, 858, 502, 868]
- ad-line: IN EVERY DEPARTMENT ARE NOW: [949, 220, 1087, 230]
- section-heading: SHEEP.: [53, 1005, 97, 1020]
- table-cell: 8.89: [565, 736, 580, 746]
- paragraph: Owing to the staff having been depleted because of so many enlistments, and also because the energies of the remaining staff have been fully taxed in supplying the extraordinary demand for labour-saving appliances from farmers, Newton King has departed from his usual practice of making an elaborate and extensive display. Instead, he is displaying a few easily-handled leading lines. Farmers among these may be mentioned the Studebaker cars, and what a pleasing effect they present with their graceful lines, their quiet suggestion of power and strength, the many detailed improvements and complete equipment. The form is also shown of the latest seven-seater six-cylinder Hudson, a splendid specimen of excellent workmanship. The new car Dodge which has taken America by storm, is also on exhibition. Lister Engines, which can be used wherever power is required on the farm, but are principally noted in connection with Lister Shearing Machines. Rhod Milking Machines are displayed in varying sizes.: [765, 260, 919, 519]
- column-rule: [761, 27, 762, 1497]
- parcel-text: Moirette underskirt, nice blue, grey or pink; English corsets, sizes 19 to 29, long over hips with four suspenders; pair of longcloth trimmed embroidery; 2 vests with fancy tops; nightdress of longcloth nicely trimmed embroidery.: [932, 653, 1104, 687]
- section-heading: COMPETITIONS.: [645, 590, 725, 601]
